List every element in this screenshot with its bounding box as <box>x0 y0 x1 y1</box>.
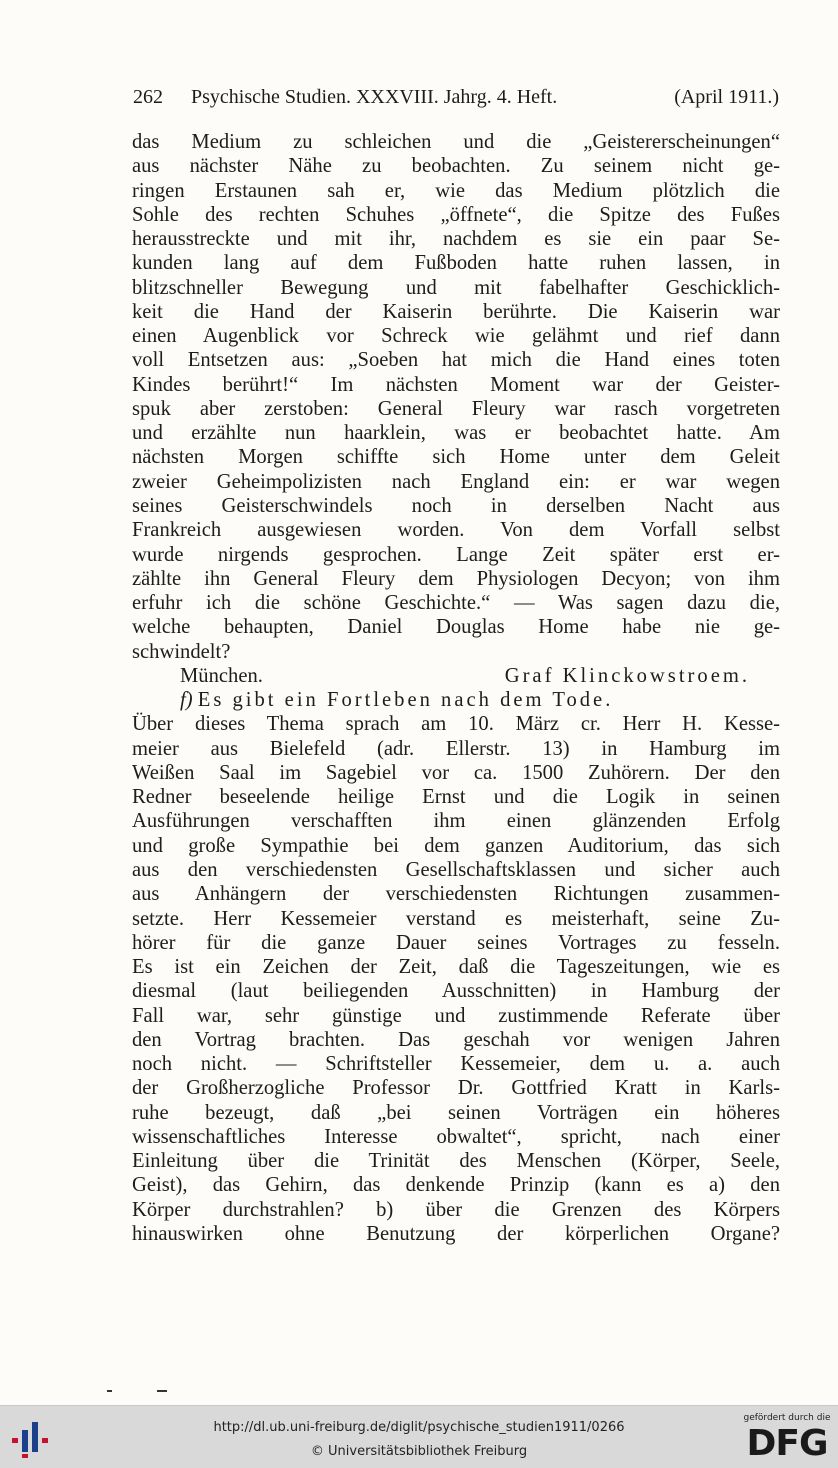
permalink-url[interactable]: http://dl.ub.uni-freiburg.de/diglit/psychische_studien1911/0266 <box>213 1420 625 1435</box>
text-line: welche behaupten, Daniel Douglas Home habe nie ge- <box>132 616 780 639</box>
text-line: Es ist ein Zeichen der Zeit, daß die Tageszeitungen, wie es <box>132 956 780 979</box>
text-line: und große Sympathie bei dem ganzen Auditorium, das sich <box>132 834 780 857</box>
text-line: setzte. Herr Kessemeier verstand es meisterhaft, seine Zu- <box>132 907 780 930</box>
text-line: zählte ihn General Fleury dem Physiologen Decyon; von ihm <box>132 567 780 590</box>
text-line: Kindes berührt!“ Im nächsten Moment war der Geister- <box>132 373 780 396</box>
text-line: Redner beseelende heilige Ernst und die Logik in seinen <box>132 786 780 809</box>
text-line: und erzählte nun haarklein, was er beobachtet hatte. Am <box>132 422 780 445</box>
text-line: Weißen Saal im Sagebiel vor ca. 1500 Zuhörern. Der den <box>132 761 780 784</box>
article-text <box>132 130 780 1246</box>
text-line: wissenschaftliches Interesse obwaltet“, spricht, nach einer <box>132 1125 780 1148</box>
text-line: Ausführungen verschafften ihm einen glänzenden Erfolg <box>132 810 780 833</box>
text-line: der Großherzogliche Professor Dr. Gottfried Kratt in Karls- <box>132 1077 780 1100</box>
text-line: Körper durchstrahlen? b) über die Grenzen des Körpers <box>132 1198 780 1221</box>
section-marker: f) <box>180 689 193 712</box>
text-line: Sohle des rechten Schuhes „öffnete“, die Spitze des Fußes <box>132 203 780 226</box>
text-line: Fall war, sehr günstige und zustimmende Referate über <box>132 1004 780 1027</box>
text-line: spuk aber zerstoben: General Fleury war rasch vorgetreten <box>132 397 780 420</box>
issue-date: (April 1911.) <box>674 86 779 108</box>
text-line: aus nächster Nähe zu beobachten. Zu seinem nicht ge- <box>132 155 780 178</box>
text-line: voll Entsetzen aus: „Soeben hat mich die Hand eines toten <box>132 349 780 372</box>
text-line: Geist), das Gehirn, das denkende Prinzip (kann es a) den <box>132 1174 780 1197</box>
text-line: Frankreich ausgewiesen worden. Von dem Vorfall selbst <box>132 519 780 542</box>
running-header <box>133 86 779 114</box>
text-line: herausstreckte und mit ihr, nachdem es sie ein paar Se- <box>132 228 780 251</box>
journal-title: Psychische Studien. XXXVIII. Jahrg. 4. Heft. <box>191 86 558 108</box>
text-line: aus Anhängern der verschiedensten Richtungen zusammen- <box>132 883 780 906</box>
text-line: wurde nirgends gesprochen. Lange Zeit später erst er- <box>132 543 780 566</box>
text-line: hinauswirken ohne Benutzung der körperlichen Organe? <box>132 1222 780 1245</box>
dfg-logo[interactable]: DFG <box>746 1423 828 1464</box>
section-heading <box>132 688 780 712</box>
text-line: Einleitung über die Trinität des Menschen (Körper, Seele, <box>132 1150 780 1173</box>
text-line: ringen Erstaunen sah er, wie das Medium plötzlich die <box>132 179 780 202</box>
text-line: zweier Geheimpolizisten nach England ein: er war wegen <box>132 470 780 493</box>
text-line: kunden lang auf dem Fußboden hatte ruhen lassen, in <box>132 252 780 275</box>
text-line: Über dieses Thema sprach am 10. März cr. Herr H. Kesse- <box>132 713 780 736</box>
signature-line <box>132 664 780 688</box>
text-line: schwindelt? <box>132 640 231 663</box>
text-line: blitzschneller Bewegung und mit fabelhafter Geschicklich- <box>132 276 780 299</box>
signature-name: Graf Klinckowstroem. <box>504 664 750 687</box>
signature-place: München. <box>180 664 263 687</box>
text-line: noch nicht. — Schriftsteller Kessemeier, dem u. a. auch <box>132 1053 780 1076</box>
viewer-footer <box>0 1405 838 1468</box>
section-title: Es gibt ein Fortleben nach dem Tode. <box>197 689 614 712</box>
text-line: meier aus Bielefeld (adr. Ellerstr. 13) in Hamburg im <box>132 737 780 760</box>
text-line: ruhe bezeugt, daß „bei seinen Vorträgen ein höheres <box>132 1101 780 1124</box>
text-line: aus den verschiedensten Gesellschaftsklassen und sicher auch <box>132 858 780 881</box>
text-line: erfuhr ich die schöne Geschichte.“ — Was sagen dazu die, <box>132 592 780 615</box>
text-line: den Vortrag brachten. Das geschah vor wenigen Jahren <box>132 1028 780 1051</box>
text-line: keit die Hand der Kaiserin berührte. Die Kaiserin war <box>132 300 780 323</box>
copyright-text: © Universitätsbibliothek Freiburg <box>310 1444 528 1459</box>
page-number: 262 <box>133 86 163 108</box>
text-line: einen Augenblick vor Schreck wie gelähmt und rief dann <box>132 325 780 348</box>
sponsor-caption: gefördert durch die <box>743 1413 831 1423</box>
scan-marks <box>107 1390 167 1393</box>
text-line: diesmal (laut beiliegenden Ausschnitten) in Hamburg der <box>132 980 780 1003</box>
text-line: nächsten Morgen schiffte sich Home unter dem Geleit <box>132 446 780 469</box>
text-line: das Medium zu schleichen und die „Geistererscheinungen“ <box>132 131 780 153</box>
text-line: hörer für die ganze Dauer seines Vortrages zu fesseln. <box>132 931 780 954</box>
text-line: seines Geisterschwindels noch in derselben Nacht aus <box>132 494 780 517</box>
